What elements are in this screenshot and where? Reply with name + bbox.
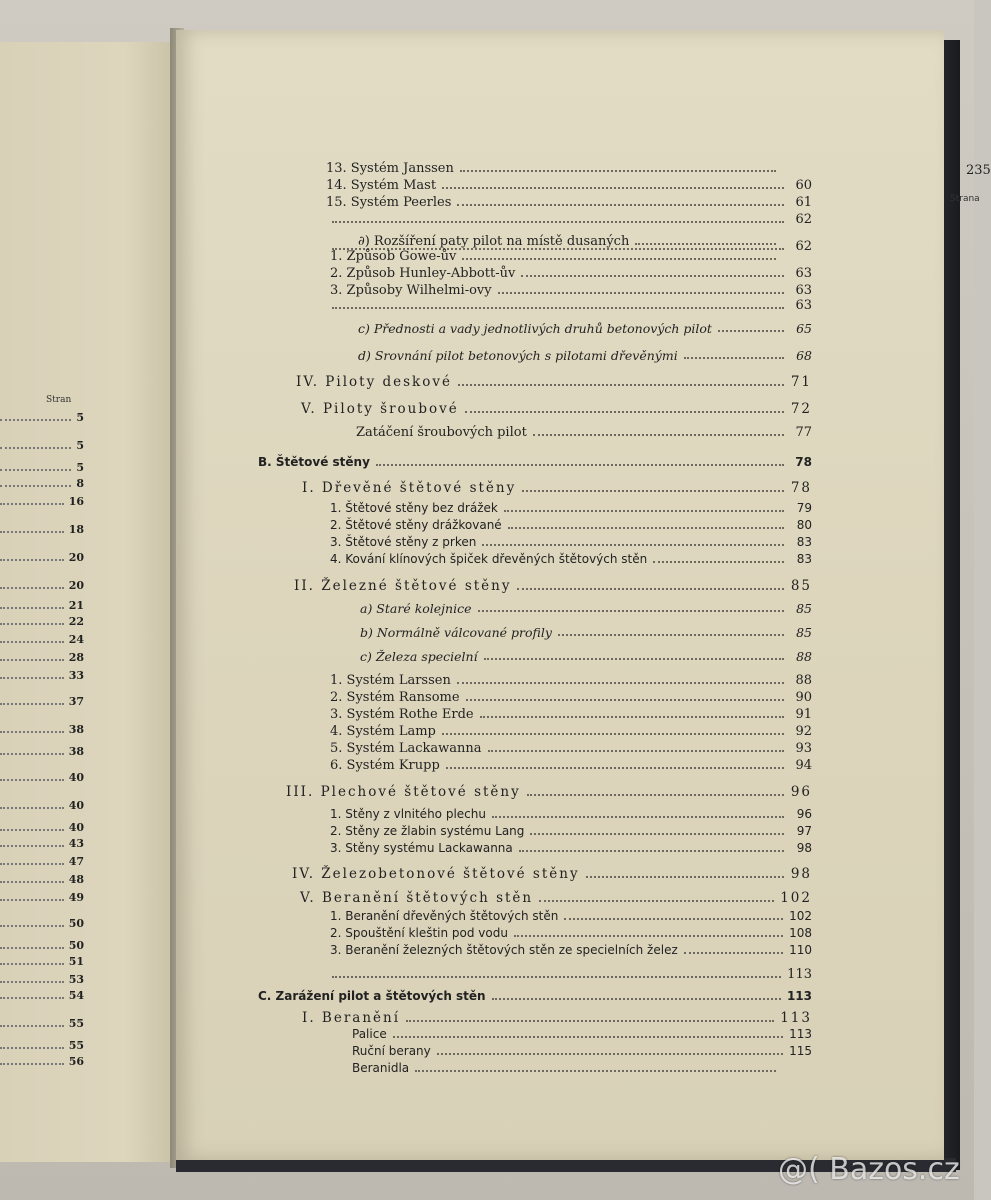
left-toc-row bbox=[0, 820, 84, 834]
toc-entry-title: 2. Způsob Hunley-Abbott-ův bbox=[330, 266, 516, 281]
toc-page-ref: 72 bbox=[790, 401, 812, 417]
toc-entry-title: II. Železné štětové stěny bbox=[294, 578, 512, 594]
toc-row bbox=[360, 600, 812, 616]
leader-dots bbox=[442, 733, 784, 735]
toc-page-ref: 90 bbox=[795, 690, 812, 705]
toc-page-ref: 91 bbox=[795, 707, 812, 722]
toc-entry-title: I. Dřevěné štětové stěny bbox=[302, 480, 517, 496]
toc-page-ref: 88 bbox=[796, 649, 812, 664]
left-page-ref: 38 bbox=[68, 723, 84, 736]
left-page-ref: 33 bbox=[68, 669, 84, 682]
toc-page-ref: 62 bbox=[795, 212, 812, 227]
toc-row bbox=[330, 282, 812, 298]
leader-dots bbox=[0, 1025, 64, 1027]
leader-dots bbox=[415, 1070, 776, 1072]
toc-row bbox=[330, 248, 782, 264]
toc-entry-title: IV. Železobetonové štětové stěny bbox=[292, 866, 580, 882]
left-toc-row bbox=[0, 598, 84, 612]
toc-row bbox=[326, 177, 812, 193]
leader-dots bbox=[446, 767, 784, 769]
leader-dots bbox=[498, 292, 784, 294]
leader-dots bbox=[0, 559, 64, 561]
toc-entry-title: Zatáčení šroubových pilot bbox=[356, 425, 527, 440]
toc-row bbox=[330, 942, 812, 958]
leader-dots bbox=[457, 682, 784, 684]
toc-entry-title: 2. Štětové stěny drážkované bbox=[330, 518, 502, 532]
leader-dots bbox=[437, 1053, 783, 1055]
toc-entry-title: Palice bbox=[352, 1027, 387, 1041]
leader-dots bbox=[653, 561, 784, 563]
toc-entry-title: 3. Štětové stěny z prken bbox=[330, 535, 477, 549]
leader-dots bbox=[478, 610, 784, 612]
left-page-ref: 5 bbox=[76, 411, 84, 424]
leader-dots bbox=[530, 833, 784, 835]
toc-page-ref: 85 bbox=[796, 625, 812, 640]
leader-dots bbox=[406, 1020, 774, 1022]
toc-row bbox=[258, 988, 812, 1004]
toc-row bbox=[330, 534, 812, 550]
toc-row bbox=[352, 1043, 812, 1059]
leader-dots bbox=[332, 307, 784, 309]
left-page-ref: 5 bbox=[76, 439, 84, 452]
toc-row bbox=[330, 672, 812, 688]
leader-dots bbox=[465, 411, 784, 413]
toc-entry-title: b) Normálně válcované profily bbox=[360, 625, 552, 640]
toc-entry-title: 13. Systém Janssen bbox=[326, 161, 454, 176]
left-toc-row bbox=[0, 476, 84, 490]
leader-dots bbox=[0, 469, 71, 471]
leader-dots bbox=[519, 850, 784, 852]
leader-dots bbox=[458, 384, 784, 386]
left-toc-row bbox=[0, 460, 84, 474]
toc-entry-title: 2. Stěny ze žlabin systému Lang bbox=[330, 824, 525, 838]
toc-page-ref: 113 bbox=[780, 1010, 812, 1026]
leader-dots bbox=[393, 1036, 783, 1038]
toc-row bbox=[286, 784, 812, 800]
leader-dots bbox=[442, 187, 784, 189]
left-page-ref: 56 bbox=[68, 1055, 84, 1068]
leader-dots bbox=[504, 510, 784, 512]
toc-row bbox=[352, 1060, 782, 1076]
toc-entry-title: I. Beranění bbox=[302, 1010, 401, 1026]
toc-page-ref: 63 bbox=[795, 298, 812, 313]
left-page-ref: 49 bbox=[68, 891, 84, 904]
left-page-ref: 48 bbox=[68, 873, 84, 886]
leader-dots bbox=[0, 947, 64, 949]
leader-dots bbox=[457, 204, 784, 206]
toc-page-ref: 94 bbox=[795, 758, 812, 773]
toc-page-ref: 102 bbox=[780, 890, 812, 906]
toc-row bbox=[326, 160, 782, 176]
left-toc-row bbox=[0, 632, 84, 646]
left-page-ref: 38 bbox=[68, 745, 84, 758]
left-page-ref: 40 bbox=[68, 821, 84, 834]
page-number: 235 bbox=[966, 163, 991, 178]
leader-dots bbox=[558, 634, 784, 636]
leader-dots bbox=[0, 419, 71, 421]
toc-page-ref: 78 bbox=[790, 480, 812, 496]
right-page bbox=[176, 30, 991, 1160]
toc-page-ref: 93 bbox=[795, 741, 812, 756]
leader-dots bbox=[586, 876, 784, 878]
toc-entry-title: ∂) Rozšíření paty pilot na místě dusaných bbox=[358, 234, 630, 249]
toc-page-ref: 61 bbox=[795, 195, 812, 210]
leader-dots bbox=[0, 607, 64, 609]
toc-entry-title: a) Staré kolejnice bbox=[360, 601, 472, 616]
leader-dots bbox=[539, 900, 774, 902]
watermark-logo: @( Bazos.cz bbox=[778, 1152, 960, 1187]
left-page-ref: 5 bbox=[76, 461, 84, 474]
toc-entry-title: Ruční berany bbox=[352, 1044, 431, 1058]
left-page-ref: 24 bbox=[68, 633, 84, 646]
toc-row bbox=[360, 624, 812, 640]
left-page-ref: 43 bbox=[68, 837, 84, 850]
toc-entry-title: Beranidla bbox=[352, 1061, 410, 1075]
toc-row bbox=[358, 347, 812, 363]
toc-row bbox=[330, 517, 812, 533]
toc-page-ref: 97 bbox=[796, 824, 812, 838]
toc-page-ref: 78 bbox=[795, 455, 812, 469]
left-column-label: Stran bbox=[46, 395, 72, 405]
toc-entry-title: 5. Systém Lackawanna bbox=[330, 741, 482, 756]
leader-dots bbox=[0, 731, 64, 733]
toc-page-ref: 63 bbox=[795, 283, 812, 298]
left-toc-row bbox=[0, 836, 84, 850]
leader-dots bbox=[0, 881, 64, 883]
leader-dots bbox=[0, 623, 64, 625]
left-page-ref: 20 bbox=[68, 579, 84, 592]
leader-dots bbox=[492, 816, 784, 818]
toc-entry-title: 1. Stěny z vlnitého plechu bbox=[330, 807, 486, 821]
toc-page-ref: 65 bbox=[796, 321, 812, 336]
toc-entry-title: III. Plechové štětové stěny bbox=[286, 784, 521, 800]
toc-entry-title: 2. Spouštění kleštin pod vodu bbox=[330, 926, 508, 940]
toc-page-ref: 79 bbox=[796, 501, 812, 515]
left-toc-row bbox=[0, 770, 84, 784]
leader-dots bbox=[517, 588, 784, 590]
toc-entry-title: 4. Kování klínových špiček dřevěných štětových stěn bbox=[330, 552, 648, 566]
leader-dots bbox=[521, 275, 784, 277]
left-page-ref: 40 bbox=[68, 799, 84, 812]
left-page-ref: 28 bbox=[68, 651, 84, 664]
toc-page-ref: 108 bbox=[789, 926, 812, 940]
left-page-ref: 50 bbox=[68, 917, 84, 930]
left-toc-row bbox=[0, 744, 84, 758]
left-toc-row bbox=[0, 954, 84, 968]
left-page-ref: 51 bbox=[68, 955, 84, 968]
leader-dots bbox=[684, 357, 784, 359]
leader-dots bbox=[514, 935, 783, 937]
toc-entry-title: 14. Systém Mast bbox=[326, 178, 437, 193]
left-toc-row bbox=[0, 650, 84, 664]
left-page-ref: 22 bbox=[68, 615, 84, 628]
toc-entry-title: V. Beranění štětových stěn bbox=[300, 890, 534, 906]
toc-entry-title: d) Srovnání pilot betonových s pilotami dřevěnými bbox=[358, 348, 678, 363]
toc-entry-title: 1. Způsob Gowe-ův bbox=[330, 249, 457, 264]
left-toc-row bbox=[0, 988, 84, 1002]
toc-row bbox=[358, 320, 812, 336]
left-toc-row bbox=[0, 694, 84, 708]
leader-dots bbox=[480, 716, 784, 718]
left-page-ref: 20 bbox=[68, 551, 84, 564]
left-toc-row bbox=[0, 614, 84, 628]
left-toc-row bbox=[0, 522, 84, 536]
leader-dots bbox=[0, 1063, 64, 1065]
toc-row bbox=[330, 806, 812, 822]
leader-dots bbox=[533, 434, 784, 436]
toc-row bbox=[330, 925, 812, 941]
toc-page-ref: 68 bbox=[796, 348, 812, 363]
left-page-ref: 37 bbox=[68, 695, 84, 708]
toc-row bbox=[330, 706, 812, 722]
toc-page-ref: 113 bbox=[789, 1027, 812, 1041]
leader-dots bbox=[488, 750, 785, 752]
left-toc-row bbox=[0, 494, 84, 508]
left-page bbox=[0, 42, 180, 1162]
leader-dots bbox=[0, 641, 64, 643]
toc-page-ref: 96 bbox=[790, 784, 812, 800]
leader-dots bbox=[466, 699, 784, 701]
toc-entry-title: c) Železa specielní bbox=[360, 649, 478, 664]
toc-row bbox=[330, 823, 812, 839]
toc-page-ref: 98 bbox=[796, 841, 812, 855]
leader-dots bbox=[0, 997, 64, 999]
toc-row bbox=[330, 840, 812, 856]
toc-row bbox=[292, 866, 812, 882]
toc-page-ref: 92 bbox=[795, 724, 812, 739]
toc-page-ref: 85 bbox=[790, 578, 812, 594]
leader-dots bbox=[332, 221, 784, 223]
toc-page-ref: 60 bbox=[795, 178, 812, 193]
leader-dots bbox=[564, 918, 783, 920]
toc-row bbox=[330, 908, 812, 924]
leader-dots bbox=[684, 952, 783, 954]
left-page-ref: 40 bbox=[68, 771, 84, 784]
left-page-ref: 55 bbox=[68, 1017, 84, 1030]
toc-page-ref: 83 bbox=[796, 535, 812, 549]
leader-dots bbox=[718, 330, 784, 332]
toc-row bbox=[302, 480, 812, 496]
toc-row bbox=[352, 1026, 812, 1042]
toc-page-ref: 63 bbox=[795, 266, 812, 281]
leader-dots bbox=[0, 587, 64, 589]
toc-page-ref: 71 bbox=[790, 374, 812, 390]
left-toc-row bbox=[0, 410, 84, 424]
left-toc-row bbox=[0, 1016, 84, 1030]
leader-dots bbox=[0, 447, 71, 449]
toc-entry-title: 2. Systém Ransome bbox=[330, 690, 460, 705]
leader-dots bbox=[0, 981, 64, 983]
leader-dots bbox=[482, 544, 784, 546]
toc-row bbox=[326, 297, 812, 313]
toc-row bbox=[356, 424, 812, 440]
leader-dots bbox=[376, 464, 784, 466]
left-toc-row bbox=[0, 972, 84, 986]
toc-page-ref: 88 bbox=[795, 673, 812, 688]
toc-page-ref: 83 bbox=[796, 552, 812, 566]
leader-dots bbox=[0, 531, 64, 533]
toc-page-ref: 77 bbox=[795, 425, 812, 440]
left-toc-row bbox=[0, 722, 84, 736]
left-page-ref: 54 bbox=[68, 989, 84, 1002]
leader-dots bbox=[0, 899, 64, 901]
leader-dots bbox=[522, 490, 784, 492]
toc-page-ref: 115 bbox=[789, 1044, 812, 1058]
left-page-ref: 50 bbox=[68, 939, 84, 952]
leader-dots bbox=[0, 829, 64, 831]
leader-dots bbox=[0, 779, 64, 781]
toc-row bbox=[360, 648, 812, 664]
leader-dots bbox=[0, 677, 64, 679]
toc-row bbox=[302, 1010, 812, 1026]
left-toc-row bbox=[0, 916, 84, 930]
toc-page-ref: 110 bbox=[789, 943, 812, 957]
leader-dots bbox=[462, 258, 776, 260]
toc-page-ref: 62 bbox=[795, 239, 812, 254]
toc-page-ref: 80 bbox=[796, 518, 812, 532]
leader-dots bbox=[492, 998, 781, 1000]
toc-entry-title: 3. Způsoby Wilhelmi-ovy bbox=[330, 283, 492, 298]
leader-dots bbox=[527, 794, 784, 796]
left-toc-row bbox=[0, 438, 84, 452]
toc-entry-title: 15. Systém Peerles bbox=[326, 195, 452, 210]
leader-dots bbox=[0, 753, 64, 755]
toc-entry-title: 3. Beranění železných štětových stěn ze specielních želez bbox=[330, 943, 678, 957]
left-toc-row bbox=[0, 1054, 84, 1068]
left-page-ref: 53 bbox=[68, 973, 84, 986]
leader-dots bbox=[0, 485, 71, 487]
toc-row bbox=[294, 578, 812, 594]
toc-row bbox=[330, 723, 812, 739]
toc-page-ref: 98 bbox=[790, 866, 812, 882]
leader-dots bbox=[0, 1047, 64, 1049]
toc-entry-title: IV. Piloty deskové bbox=[296, 374, 452, 390]
leader-dots bbox=[0, 503, 64, 505]
left-toc-row bbox=[0, 668, 84, 682]
toc-row bbox=[301, 401, 812, 417]
toc-row bbox=[300, 890, 812, 906]
left-toc-row bbox=[0, 890, 84, 904]
toc-page-ref: 102 bbox=[789, 909, 812, 923]
toc-row bbox=[326, 211, 812, 227]
left-page-ref: 47 bbox=[68, 855, 84, 868]
toc-row bbox=[330, 500, 812, 516]
toc-entry-title: B. Štětové stěny bbox=[258, 455, 370, 469]
leader-dots bbox=[0, 845, 64, 847]
left-toc-row bbox=[0, 938, 84, 952]
leader-dots bbox=[0, 703, 64, 705]
toc-row bbox=[258, 454, 812, 470]
toc-row bbox=[330, 740, 812, 756]
left-toc-row bbox=[0, 854, 84, 868]
toc-entry-title: 3. Stěny systému Lackawanna bbox=[330, 841, 513, 855]
left-page-ref: 16 bbox=[68, 495, 84, 508]
left-toc-row bbox=[0, 1038, 84, 1052]
left-page-ref: 18 bbox=[68, 523, 84, 536]
leader-dots bbox=[332, 976, 781, 978]
toc-row bbox=[296, 374, 812, 390]
left-toc-row bbox=[0, 550, 84, 564]
left-toc-row bbox=[0, 798, 84, 812]
leader-dots bbox=[484, 658, 784, 660]
page-column-label: Strana bbox=[950, 194, 980, 204]
toc-row bbox=[330, 757, 812, 773]
toc-entry-title: 1. Systém Larssen bbox=[330, 673, 451, 688]
leader-dots bbox=[0, 863, 64, 865]
toc-row bbox=[330, 265, 812, 281]
leader-dots bbox=[0, 925, 64, 927]
toc-page-ref: 85 bbox=[796, 601, 812, 616]
left-toc-row bbox=[0, 578, 84, 592]
toc-entry-title: V. Piloty šroubové bbox=[301, 401, 459, 417]
toc-entry-title: 3. Systém Rothe Erde bbox=[330, 707, 474, 722]
left-page-ref: 55 bbox=[68, 1039, 84, 1052]
toc-entry-title: c) Přednosti a vady jednotlivých druhů betonových pilot bbox=[358, 321, 712, 336]
toc-row bbox=[326, 194, 812, 210]
toc-row bbox=[330, 689, 812, 705]
toc-entry-title: C. Zarážení pilot a štětových stěn bbox=[258, 989, 486, 1003]
toc-entry-title: 1. Štětové stěny bez drážek bbox=[330, 501, 498, 515]
left-toc-row bbox=[0, 872, 84, 886]
leader-dots bbox=[0, 807, 64, 809]
leader-dots bbox=[0, 963, 64, 965]
left-page-ref: 21 bbox=[68, 599, 84, 612]
toc-page-ref: 96 bbox=[796, 807, 812, 821]
leader-dots bbox=[460, 170, 776, 172]
leader-dots bbox=[0, 659, 64, 661]
leader-dots bbox=[508, 527, 784, 529]
toc-entry-title: 1. Beranění dřevěných štětových stěn bbox=[330, 909, 559, 923]
toc-page-ref: 113 bbox=[786, 989, 812, 1003]
left-page-ref: 8 bbox=[76, 477, 84, 490]
toc-entry-title: 4. Systém Lamp bbox=[330, 724, 436, 739]
toc-row bbox=[330, 551, 812, 567]
toc-entry-title: 6. Systém Krupp bbox=[330, 758, 440, 773]
toc-row bbox=[326, 966, 812, 982]
toc-page-ref: 113 bbox=[787, 967, 812, 982]
